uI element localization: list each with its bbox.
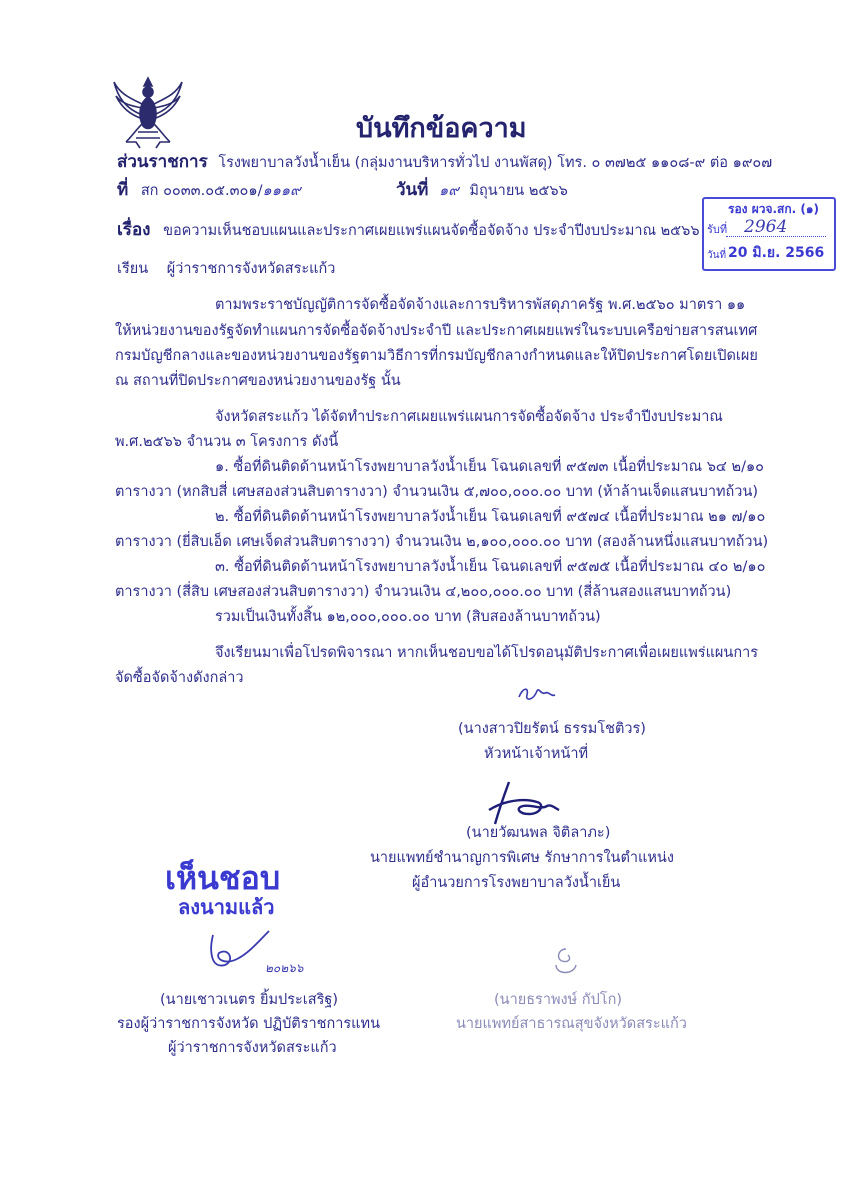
approver-position-1: รองผู้ว่าราชการจังหวัด ปฏิบัติราชการแทน [117, 1016, 380, 1032]
agency-value: โรงพยาบาลวังน้ำเย็น (กลุ่มงานบริหารทั่วไป งานพัสดุ) โทร. ๐ ๓๗๒๕ ๑๑๐๘-๙ ต่อ ๑๙๐๗ [218, 155, 773, 171]
stamp-date-handwritten: 20 มิ.ย. 2566 [728, 245, 825, 261]
approver-name: (นายเชาวเนตร ยิ้มประเสริฐ) [160, 992, 339, 1008]
p1-line-3: กรมบัญชีกลางและของหน่วยงานของรัฐตามวิธีการที่กรมบัญชีกลางกำหนดและให้ปิดประกาศโดยเปิดเผย [115, 348, 758, 364]
approver-position-2: ผู้ว่าราชการจังหวัดสระแก้ว [168, 1040, 337, 1056]
subject-label: เรื่อง [117, 220, 151, 240]
approval-stamp-sub: ลงนามแล้ว [178, 895, 275, 919]
stamp-office: รอง ผวจ.สก. (๑) [728, 202, 819, 216]
ref-label: ที่ [117, 180, 129, 200]
date-label: วันที่ [396, 180, 429, 200]
signature-1-icon [515, 683, 559, 705]
subject-row [117, 220, 700, 241]
p2-line-1: จังหวัดสระแก้ว ได้จัดทำประกาศเผยแพร่แผนการจัดซื้อจัดจ้าง ประจำปีงบประมาณ [215, 409, 723, 425]
stamp-date-label: วันที่ [707, 250, 727, 261]
agency-row [117, 152, 772, 173]
signer-2-position-1: นายแพทย์ชำนาญการพิเศษ รักษาการในตำแหน่ง [370, 850, 674, 866]
to-label: เรียน [117, 261, 149, 277]
signer-2-name: (นายวัฒนพล จิติลาภะ) [466, 825, 611, 841]
to-value: ผู้ว่าราชการจังหวัดสระแก้ว [166, 261, 336, 277]
p1-line-4: ณ สถานที่ปิดประกาศของหน่วยงานของรัฐ นั้น [115, 373, 401, 389]
date-value: มิถุนายน ๒๕๖๖ [469, 183, 568, 199]
date-row [396, 180, 568, 201]
p3-line-2: จัดซื้อจัดจ้างดังกล่าว [115, 670, 244, 686]
p2-line-2: พ.ศ.๒๕๖๖ จำนวน ๓ โครงการ ดังนี้ [115, 434, 339, 450]
stamp-num-handwritten: 2964 [744, 217, 788, 237]
ref-value: สก ๐๐๓๓.๐๕.๓๐๑/ [140, 183, 263, 199]
p1-line-2: ให้หน่วยงานของรัฐจัดทำแผนการจัดซื้อจัดจ้างประจำปี และประกาศเผยแพร่ในระบบเครือข่ายสารสนเทศ [115, 323, 758, 339]
signature-3-icon [548, 945, 584, 977]
receipt-stamp [702, 197, 836, 271]
stamp-num-line [726, 236, 826, 237]
ref-handwritten: ๑๑๑๙ [262, 183, 301, 199]
item-1-line-1: ๑. ซื้อที่ดินติดด้านหน้าโรงพยาบาลวังน้ำเย็น โฉนดเลขที่ ๙๕๗๓ เนื้อที่ประมาณ ๖๔ ๒/๑๐ [215, 459, 765, 475]
item-2-line-1: ๒. ซื้อที่ดินติดด้านหน้าโรงพยาบาลวังน้ำเย็น โฉนดเลขที่ ๙๕๗๔ เนื้อที่ประมาณ ๒๑ ๗/๑๐ [215, 509, 766, 525]
signer-1-position: หัวหน้าเจ้าหน้าที่ [484, 746, 589, 762]
agency-label: ส่วนราชการ [117, 152, 208, 172]
p1-line-1: ตามพระราชบัญญัติการจัดซื้อจัดจ้างและการบริหารพัสดุภาครัฐ พ.ศ.๒๕๖๐ มาตรา ๑๑ [215, 297, 746, 313]
approval-date-handwritten: ๒๐๒๖๖ [265, 961, 304, 975]
item-3-line-2: ตารางวา (สี่สิบ เศษสองส่วนสิบตารางวา) จำนวนเงิน ๔,๒๐๐,๐๐๐.๐๐ บาท (สี่ล้านสองแสนบาทถ้วน) [115, 584, 732, 600]
item-1-line-2: ตารางวา (หกสิบสี่ เศษสองส่วนสิบตารางวา) จำนวนเงิน ๕,๗๐๐,๐๐๐.๐๐ บาท (ห้าล้านเจ็ดแสนบาทถ้วน) [115, 484, 759, 500]
signer-3-position: นายแพทย์สาธารณสุขจังหวัดสระแก้ว [456, 1016, 687, 1032]
stamp-num-label: รับที่ [707, 223, 728, 236]
signer-3-name: (นายธราพงษ์ กัปโก) [494, 992, 623, 1008]
item-2-line-2: ตารางวา (ยี่สิบเอ็ด เศษเจ็ดส่วนสิบตารางวา) จำนวนเงิน ๒,๑๐๐,๐๐๐.๐๐ บาท (สองล้านหนึ่งแสนบาทถ้วน) [115, 534, 769, 550]
to-row [117, 259, 335, 279]
signature-2-icon [485, 770, 565, 828]
garuda-emblem-icon [112, 72, 184, 150]
approval-stamp-main: เห็นชอบ [165, 859, 281, 897]
page-title: บันทึกข้อความ [356, 113, 527, 144]
item-3-line-1: ๓. ซื้อที่ดินติดด้านหน้าโรงพยาบาลวังน้ำเย็น โฉนดเลขที่ ๙๕๗๕ เนื้อที่ประมาณ ๔๐ ๒/๑๐ [215, 559, 766, 575]
subject-value: ขอความเห็นชอบแผนและประกาศเผยแพร่แผนจัดซื้อจัดจ้าง ประจำปีงบประมาณ ๒๕๖๖ [163, 223, 700, 239]
signer-1-name: (นางสาวปิยรัตน์ ธรรมโชติวร) [458, 721, 646, 737]
ref-row [117, 180, 301, 201]
date-handwritten: ๑๙ [438, 183, 459, 199]
total-line: รวมเป็นเงินทั้งสิ้น ๑๒,๐๐๐,๐๐๐.๐๐ บาท (สิบสองล้านบาทถ้วน) [215, 609, 601, 625]
p3-line-1: จึงเรียนมาเพื่อโปรดพิจารณา หากเห็นชอบขอได้โปรดอนุมัติประกาศเพื่อเผยแพร่แผนการ [215, 645, 759, 661]
signer-2-position-2: ผู้อำนวยการโรงพยาบาลวังน้ำเย็น [412, 875, 621, 891]
